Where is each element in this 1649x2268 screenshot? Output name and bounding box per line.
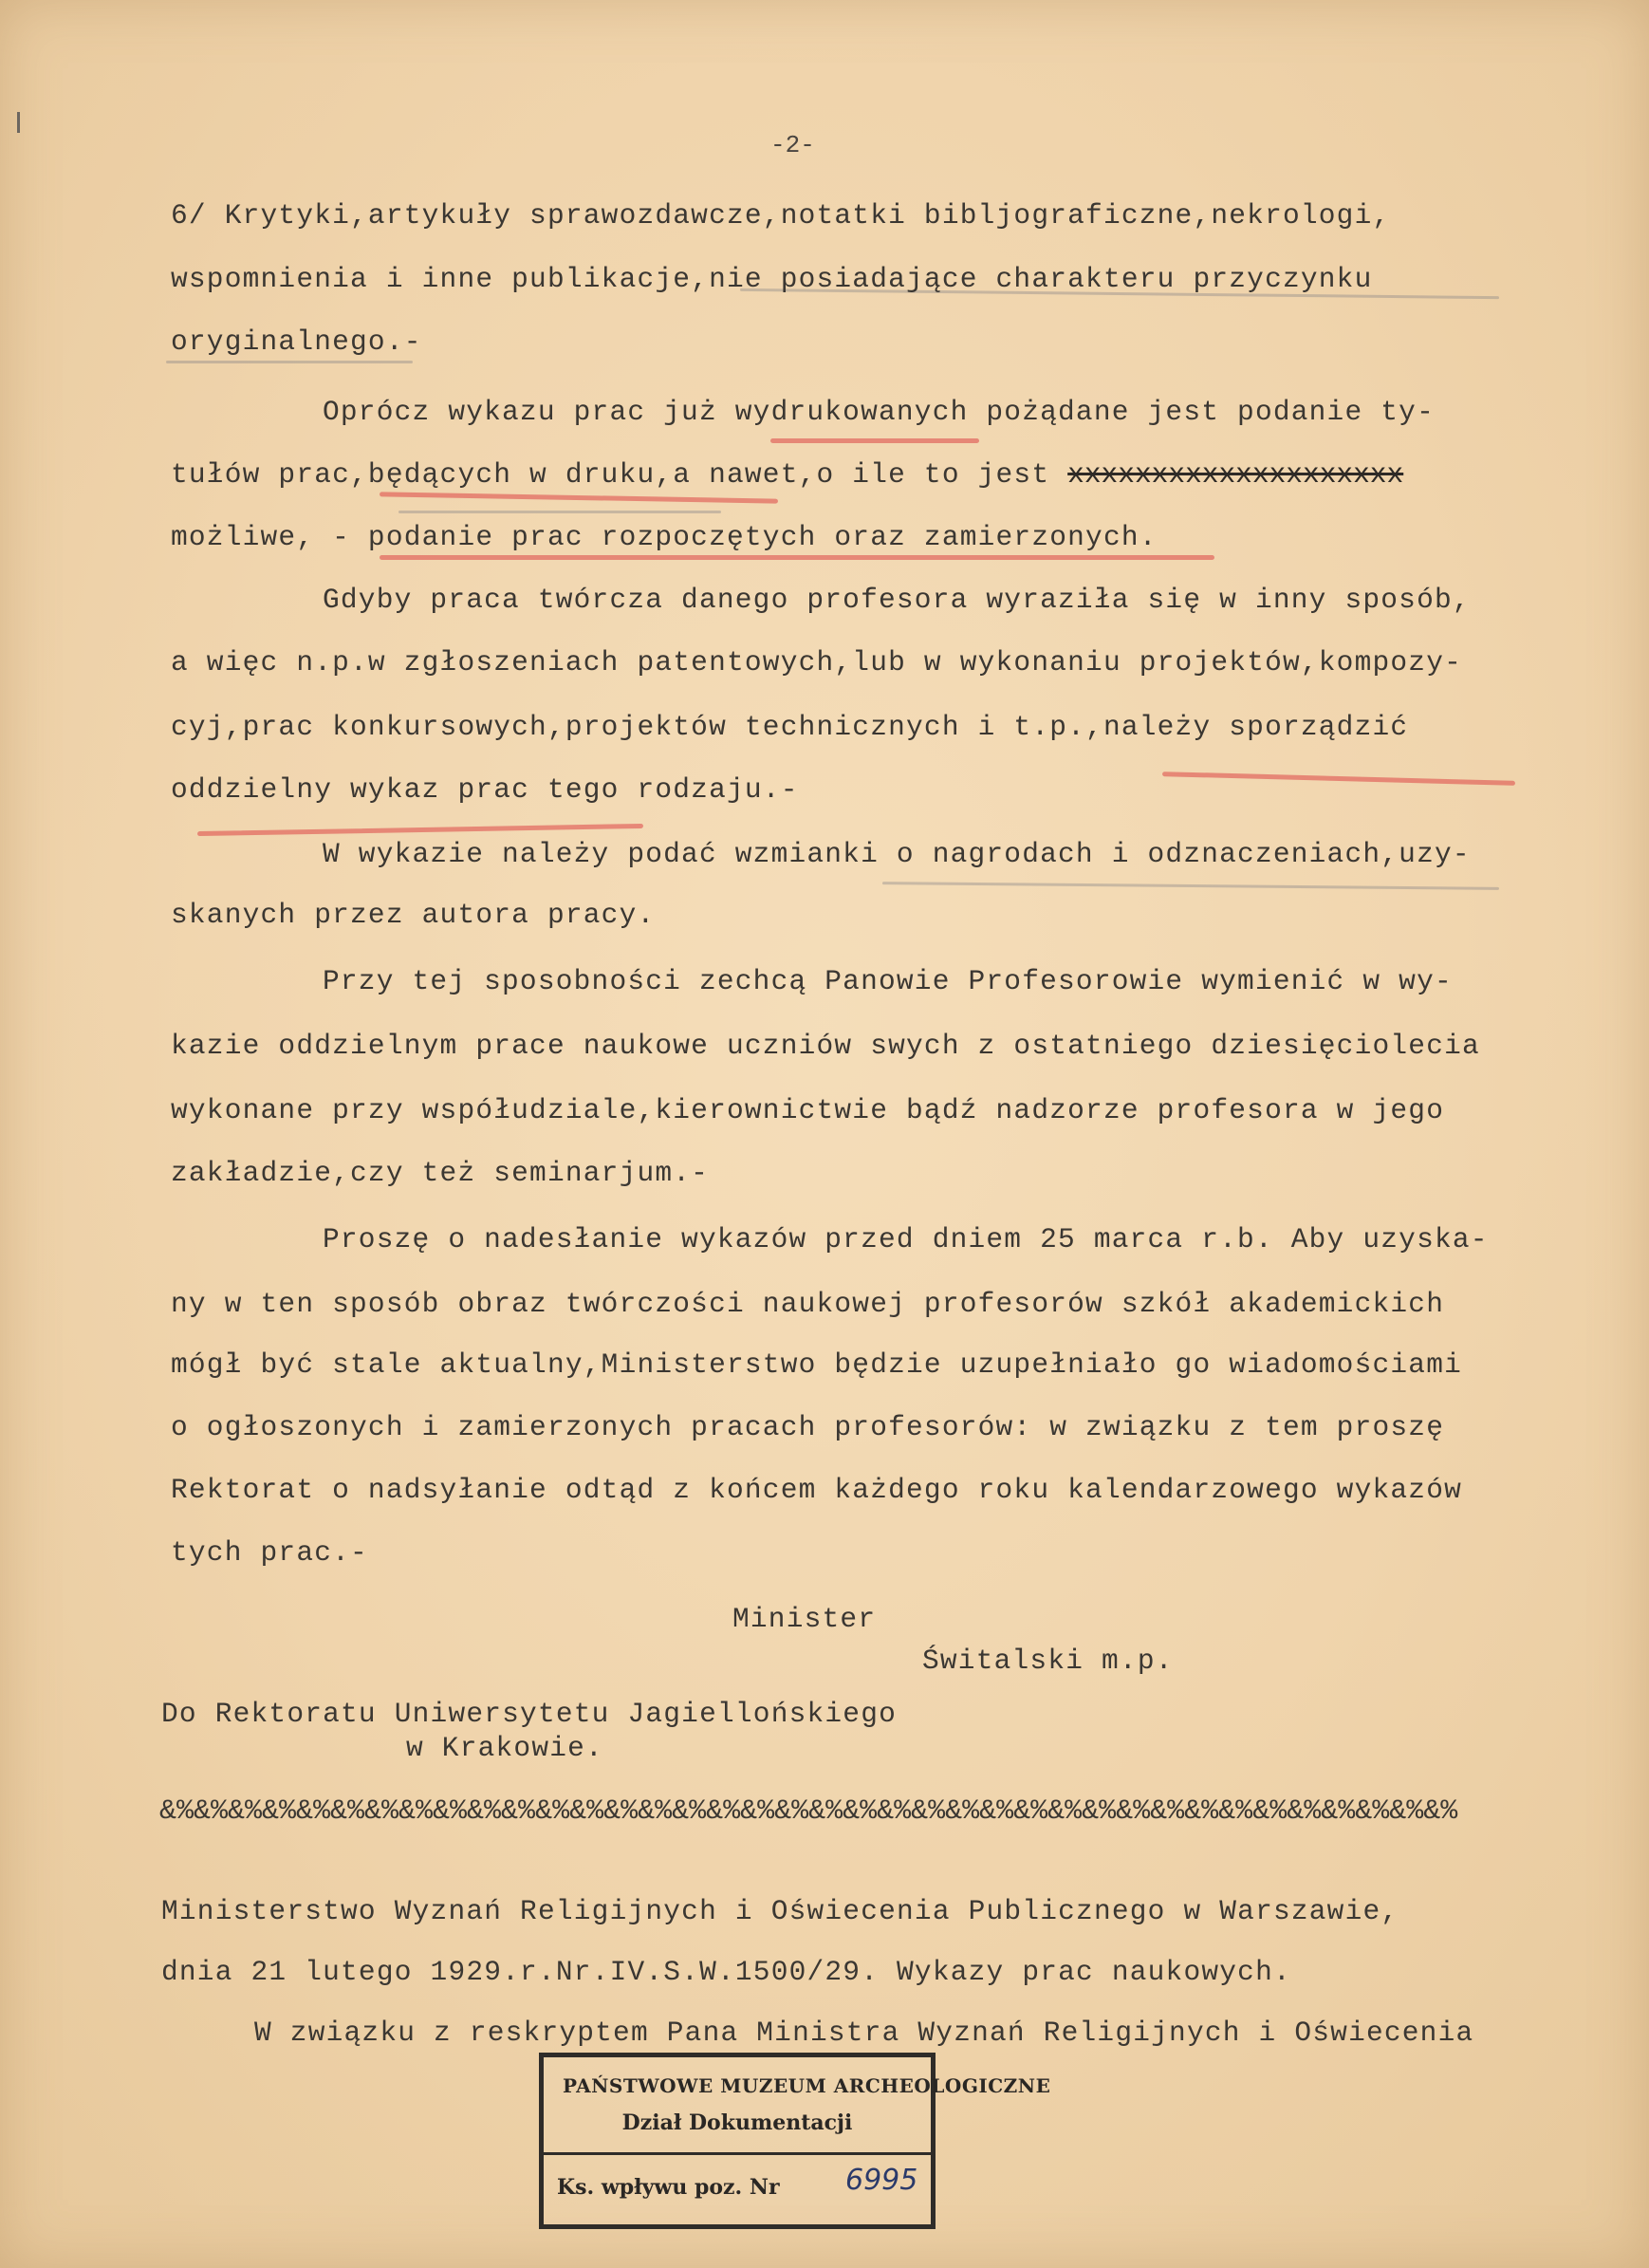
text-line: W związku z reskryptem Pana Ministra Wyznań Religijnych i Oświecenia bbox=[254, 2017, 1474, 2049]
red-underline bbox=[380, 555, 1214, 560]
stamp-register-number: 6995 bbox=[845, 2164, 918, 2197]
separator-row: &%&%&%&%&%&%&%&%&%&%&%&%&%&%&%&%&%&%&%&%&%&%&%&%&%&%&%&%&%&%&%&%&%&%&%&%&%&% bbox=[159, 1795, 1458, 1828]
text-line: ny w ten sposób obraz twórczości naukowej profesorów szkół akademickich bbox=[171, 1288, 1445, 1320]
stamp-divider bbox=[544, 2152, 931, 2155]
stamp-institution: PAŃSTWOWE MUZEUM ARCHEOLOGICZNE bbox=[563, 2074, 1051, 2097]
text-line: cyj,prac konkursowych,projektów technicznych i t.p.,należy sporządzić bbox=[171, 711, 1409, 743]
signature-title: Minister bbox=[732, 1603, 877, 1635]
stamp-department: Dział Dokumentacji bbox=[621, 2110, 853, 2135]
text-line: Ministerstwo Wyznań Religijnych i Oświecenia Publicznego w Warszawie, bbox=[161, 1895, 1399, 1927]
text-line: oryginalnego.- bbox=[171, 325, 422, 358]
addressee-line: Do Rektoratu Uniwersytetu Jagiellońskiego bbox=[161, 1698, 898, 1730]
text-line: kazie oddzielnym prace naukowe uczniów swych z ostatniego dziesięciolecia bbox=[171, 1030, 1480, 1062]
museum-stamp bbox=[539, 2053, 1051, 2229]
text-line: 6/ Krytyki,artykuły sprawozdawcze,notatki bibljograficzne,nekrologi, bbox=[171, 199, 1391, 232]
text-line: zakładzie,czy też seminarjum.- bbox=[171, 1157, 710, 1189]
page-number: -2- bbox=[770, 131, 815, 159]
text-line: Oprócz wykazu prac już wydrukowanych pożądane jest podanie ty- bbox=[323, 396, 1435, 428]
text-line: mógł być stale aktualny,Ministerstwo będzie uzupełniało go wiadomościami bbox=[171, 1348, 1463, 1381]
text-line: oddzielny wykaz prac tego rodzaju.- bbox=[171, 773, 799, 806]
text-line: możliwe, - podanie prac rozpoczętych oraz zamierzonych. bbox=[171, 521, 1158, 553]
text-line: tułów prac,będących w druku,a nawet,o ile to jest xxxxxxxxxxxxxxxxxxxx bbox=[171, 458, 1404, 491]
signature-name: Świtalski m.p. bbox=[922, 1645, 1174, 1677]
text-line: o ogłoszonych i zamierzonych pracach profesorów: w związku z tem proszę bbox=[171, 1411, 1445, 1443]
text-line: Proszę o nadesłanie wykazów przed dniem 25 marca r.b. Aby uzyska- bbox=[323, 1223, 1489, 1255]
text-line: wykonane przy współudziale,kierownictwie bądź nadzorze profesora w jego bbox=[171, 1094, 1445, 1126]
stamp-register-label: Ks. wpływu poz. Nr bbox=[557, 2175, 780, 2200]
text-line: Rektorat o nadsyłanie odtąd z końcem każdego roku kalendarzowego wykazów bbox=[171, 1474, 1463, 1506]
grey-underline bbox=[398, 511, 721, 513]
text-line: Gdyby praca twórcza danego profesora wyraziła się w inny sposób, bbox=[323, 584, 1471, 616]
text-line: dnia 21 lutego 1929.r.Nr.IV.S.W.1500/29. Wykazy prac naukowych. bbox=[161, 1956, 1291, 1988]
margin-mark bbox=[17, 112, 20, 133]
red-underline bbox=[770, 438, 979, 443]
struck-text: xxxxxxxxxxxxxxxxxxxx bbox=[1067, 458, 1404, 491]
text-line: tych prac.- bbox=[171, 1536, 368, 1569]
text-line: Przy tej sposobności zechcą Panowie Profesorowie wymienić w wy- bbox=[323, 965, 1453, 997]
grey-underline bbox=[166, 361, 413, 363]
text-line: a więc n.p.w zgłoszeniach patentowych,lub w wykonaniu projektów,kompozy- bbox=[171, 646, 1463, 679]
text-line: skanych przez autora pracy. bbox=[171, 899, 656, 931]
text-line: W wykazie należy podać wzmianki o nagrodach i odznaczeniach,uzy- bbox=[323, 838, 1471, 870]
text-line: wspomnienia i inne publikacje,nie posiadające charakteru przyczynku bbox=[171, 263, 1373, 295]
addressee-city: w Krakowie. bbox=[406, 1732, 603, 1764]
